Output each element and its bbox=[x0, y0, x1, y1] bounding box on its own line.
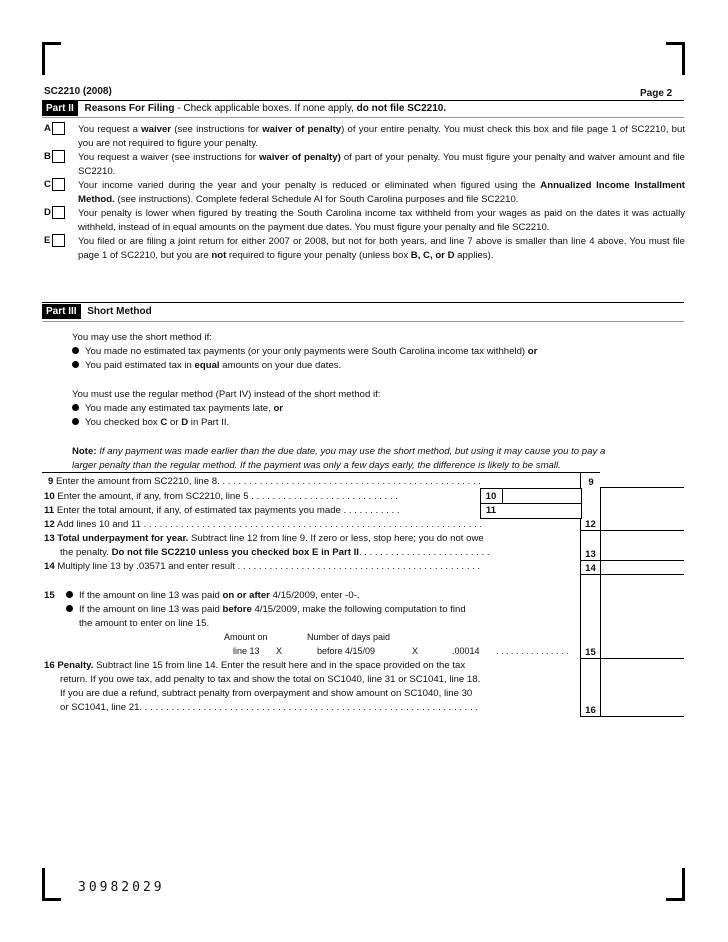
part2-rule bbox=[42, 117, 684, 118]
part3-top-rule bbox=[42, 302, 684, 303]
line-text: Multiply line 13 by .03571 and enter result . . . . . . . . . . . . . . . . . . . . . . . . . . . . . . . . . . . . . . . . . . . . . . bbox=[57, 561, 481, 572]
line-15-number bbox=[44, 590, 55, 601]
line-16-text-3: If you are due a refund, subtract penalty from overpayment and show amount on SC1040, line 30 bbox=[60, 688, 473, 699]
line-12-amount[interactable] bbox=[601, 516, 683, 529]
reason-a-checkbox[interactable] bbox=[52, 122, 65, 135]
line-15-rule bbox=[580, 658, 684, 659]
line-text: Subtract line 12 from line 9. If zero or less, stop here; you do not owe bbox=[188, 533, 484, 544]
line-14 bbox=[44, 561, 480, 572]
line-10-amount[interactable] bbox=[503, 489, 579, 502]
part2-subtitle: - Check applicable boxes. If none apply, bbox=[174, 103, 357, 114]
must-use-text: You must use the regular method (Part IV) instead of the short method if: bbox=[72, 389, 381, 400]
lines-top-rule bbox=[42, 472, 684, 473]
line-15-b2-post: 4/15/2009, make the following computation to find bbox=[251, 604, 466, 615]
bullet-icon bbox=[72, 361, 79, 368]
line-number: 9 bbox=[48, 476, 54, 487]
line-11-box-number: 11 bbox=[485, 505, 497, 516]
bullet-icon bbox=[66, 591, 73, 598]
line-12-rule bbox=[580, 530, 684, 531]
line-number: 15 bbox=[44, 590, 55, 601]
line-16-box-number: 16 bbox=[585, 705, 596, 716]
reason-b-checkbox[interactable] bbox=[52, 150, 65, 163]
line-15-b2-pre: If the amount on line 13 was paid bbox=[79, 604, 223, 615]
line-16-text-2: return. If you owe tax, add penalty to tax and show the total on SC1040, line 31 or SC1041, line 18. bbox=[60, 674, 481, 685]
reason-e-checkbox[interactable] bbox=[52, 234, 65, 247]
right-col-divider bbox=[600, 472, 601, 717]
line-text: Add lines 10 and 11 . . . . . . . . . . . . . . . . . . . . . . . . . . . . . . . . . . . . . . . . . . . . . . . . . . . . . . . . . . . . . . . . bbox=[56, 519, 483, 530]
page-number: Page 2 bbox=[640, 88, 673, 99]
calc-header-1: Amount on bbox=[224, 632, 268, 642]
line-16-text-1: Subtract line 15 from line 14. Enter the result here and in the space provided on the tax bbox=[93, 660, 466, 671]
line-16-bold: Penalty. bbox=[57, 660, 94, 671]
must-bullet-1: You made any estimated tax payments late, or bbox=[72, 403, 283, 414]
crop-mark-top-right bbox=[666, 42, 685, 75]
line-text: Enter the amount from SC2210, line 8. . . . . . . . . . . . . . . . . . . . . . . . . . . . . . . . . . . . . . . . . . . . . . . . . . bbox=[56, 476, 481, 487]
line-15-b2-bold: before bbox=[222, 604, 252, 615]
part2-heading bbox=[42, 101, 446, 116]
form-code: 30982029 bbox=[78, 880, 165, 895]
may-bullet-2: You paid estimated tax in equal amounts on your due dates. bbox=[72, 360, 341, 371]
line-15-b1-bold: on or after bbox=[222, 590, 270, 601]
calc-days: before 4/15/09 bbox=[317, 646, 376, 656]
line-number: 16 bbox=[44, 660, 55, 671]
line-15-bullet-1 bbox=[66, 590, 360, 601]
reason-letter: B bbox=[44, 151, 51, 162]
part3-rule bbox=[42, 321, 684, 322]
bullet-icon bbox=[72, 347, 79, 354]
line-13-cont bbox=[60, 547, 490, 558]
line-13-post: . . . . . . . . . . . . . . . . . . . . . . . . . bbox=[358, 547, 490, 558]
reason-letter: A bbox=[44, 123, 51, 134]
line-13 bbox=[44, 533, 484, 544]
line-number: 12 bbox=[44, 519, 55, 530]
calc-line13: line 13 bbox=[233, 646, 260, 656]
part3-tag: Part III bbox=[42, 304, 81, 319]
part3-title: Short Method bbox=[87, 306, 152, 317]
line-13-box-number: 13 bbox=[585, 549, 596, 560]
line-text: Enter the total amount, if any, of estimated tax payments you made . . . . . . . . . . . bbox=[56, 505, 400, 516]
line-15-bullet-2 bbox=[66, 604, 466, 615]
line-13-amount[interactable] bbox=[601, 546, 683, 559]
reason-letter: C bbox=[44, 179, 51, 190]
note-line-1: If any payment was made earlier than the due date, you may use the short method, but using it may cause you to pay a bbox=[99, 446, 606, 457]
line-14-box-number: 14 bbox=[585, 563, 596, 574]
may-bullet-1: You made no estimated tax payments (or your only payments were South Carolina income tax withheld) or bbox=[72, 346, 537, 357]
crop-mark-bottom-right bbox=[666, 868, 685, 901]
note bbox=[72, 446, 605, 457]
line-15-b1-pre: If the amount on line 13 was paid bbox=[79, 590, 223, 601]
line-9-amount[interactable] bbox=[600, 472, 684, 488]
calc-dots: . . . . . . . . . . . . . . . bbox=[496, 646, 569, 656]
calc-rate: .00014 bbox=[452, 646, 480, 656]
line-9-box-number: 9 bbox=[588, 477, 594, 488]
line-16 bbox=[44, 660, 465, 671]
line-number: 11 bbox=[44, 505, 55, 516]
note-label: Note: bbox=[72, 446, 97, 457]
line-number: 13 bbox=[44, 533, 55, 544]
line-number: 14 bbox=[44, 561, 55, 572]
line-16-text-4: or SC1041, line 21. . . . . . . . . . . . . . . . . . . . . . . . . . . . . . . . . . . . . . . . . . . . . . . . . . . . . . . . . . . . . . . . bbox=[60, 702, 478, 713]
part2-tag: Part II bbox=[42, 101, 78, 116]
bullet-icon bbox=[66, 605, 73, 612]
line-12-box-number: 12 bbox=[585, 519, 596, 530]
bullet-icon bbox=[72, 404, 79, 411]
part2-title: Reasons For Filing bbox=[84, 103, 175, 114]
line-15-box-number: 15 bbox=[585, 647, 596, 658]
reason-letter: D bbox=[44, 207, 51, 218]
line-11-amount[interactable] bbox=[503, 504, 579, 517]
line-10-box-number: 10 bbox=[485, 491, 497, 502]
line-13-pre: the penalty. bbox=[60, 547, 112, 558]
line-11 bbox=[44, 505, 400, 516]
crop-mark-bottom-left bbox=[42, 868, 61, 901]
line-14-amount[interactable] bbox=[601, 560, 683, 573]
reason-text: You filed or are filing a joint return for either 2007 or 2008, but not for both years, and line 7 above is smaller than line 4 above. You must file page 1 of SC2210, but you are not required to figure your penalty (unless box B, C, or D applies). bbox=[78, 236, 685, 261]
reason-d-checkbox[interactable] bbox=[52, 206, 65, 219]
part3-heading bbox=[42, 304, 152, 319]
line-10 bbox=[44, 491, 398, 502]
bullet-icon bbox=[72, 418, 79, 425]
line-15-b1-post: 4/15/2009, enter -0-. bbox=[269, 590, 360, 601]
note-line-2: larger penalty than the regular method. If the payment was only a few days early, the difference is likely to be small. bbox=[72, 460, 561, 471]
line-number: 10 bbox=[44, 491, 55, 502]
form-id: SC2210 (2008) bbox=[44, 86, 112, 97]
reason-text: You request a waiver (see instructions for waiver of penalty) of your entire penalty. You must check this box and file page 1 of SC2210, but you are not required to figure your penalty. bbox=[78, 124, 686, 149]
line-13-bold-2: Do not file SC2210 unless you checked box E in Part II bbox=[111, 547, 359, 558]
must-bullet-2: You checked box C or D in Part II. bbox=[72, 417, 229, 428]
line-13-bold: Total underpayment for year. bbox=[57, 533, 189, 544]
calc-x-1: X bbox=[276, 646, 283, 656]
line-15-cont: the amount to enter on line 15. bbox=[79, 618, 210, 629]
reason-c-checkbox[interactable] bbox=[52, 178, 65, 191]
part2-subtitle-bold: do not file SC2210. bbox=[356, 103, 447, 114]
crop-mark-top-left bbox=[42, 42, 61, 75]
reason-text: Your income varied during the year and your penalty is reduced or eliminated when figured using the Annualized Income Installment Method. (see instructions). Complete federal Schedule AI for South Carolina purposes and file SC2210. bbox=[78, 180, 685, 205]
reason-letter: E bbox=[44, 235, 51, 246]
calc-x-2: X bbox=[412, 646, 419, 656]
line-9 bbox=[48, 476, 481, 487]
line-15-amount[interactable] bbox=[601, 644, 683, 657]
line-16-rule bbox=[580, 716, 684, 717]
line-12 bbox=[44, 519, 482, 530]
reason-text: You request a waiver (see instructions for waiver of penalty) of part of your penalty. You must figure your penalty and waiver amount and file SC2210. bbox=[78, 152, 685, 177]
line-14-rule bbox=[580, 574, 684, 575]
calc-header-2: Number of days paid bbox=[307, 632, 391, 642]
may-use-text: You may use the short method if: bbox=[72, 332, 212, 343]
line-text: Enter the amount, if any, from SC2210, line 5 . . . . . . . . . . . . . . . . . . . . . . . . . . . . bbox=[57, 491, 398, 502]
reason-text: Your penalty is lower when figured by treating the South Carolina income tax withheld from your wages as paid on the dates it was actually withheld, instead of in equal amounts on the payment due dates. You must figure your penalty and file SC2210. bbox=[78, 208, 685, 233]
line-16-amount[interactable] bbox=[601, 702, 683, 715]
